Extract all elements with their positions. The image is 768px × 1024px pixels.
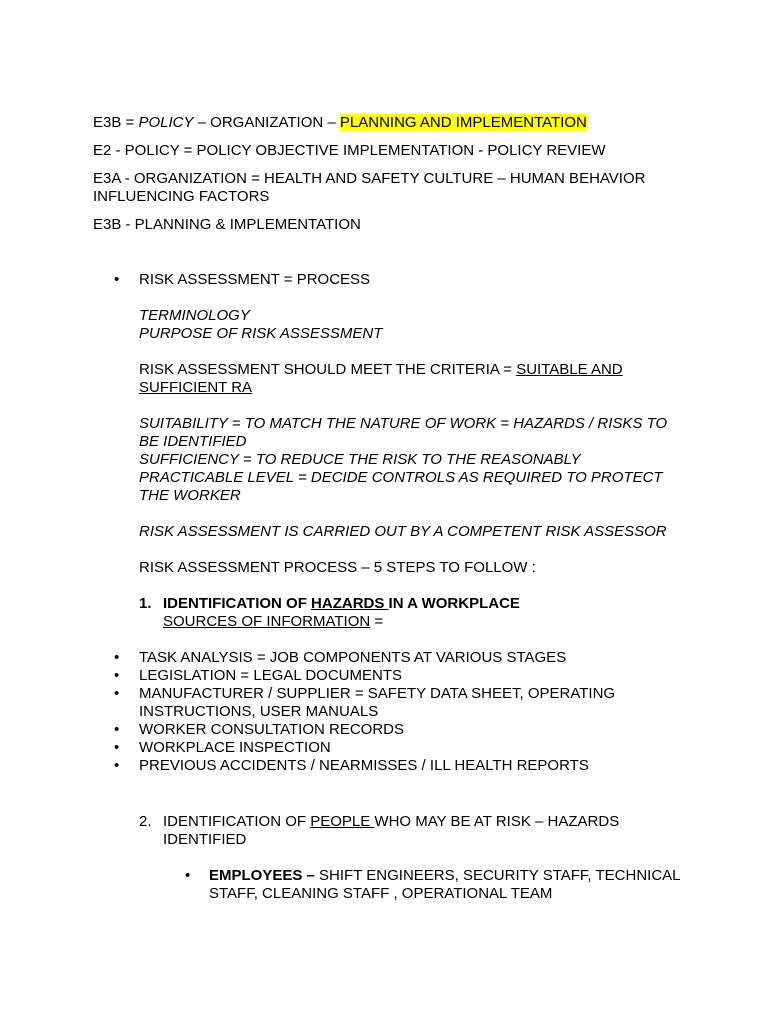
step-1-title: [163, 595, 683, 613]
source-item-text: LEGISLATION = LEGAL DOCUMENTS: [139, 667, 402, 684]
source-item: [93, 721, 683, 739]
process-steps-heading: RISK ASSESSMENT PROCESS – 5 STEPS TO FOLLOW :: [139, 559, 536, 576]
step-2: [93, 813, 683, 849]
header-line-1-prefix: E3B =: [93, 114, 139, 131]
competent-assessor-text: RISK ASSESSMENT IS CARRIED OUT BY A COMPETENT RISK ASSESSOR: [139, 523, 667, 540]
purpose-text: PURPOSE OF RISK ASSESSMENT: [139, 325, 383, 342]
step-1-title-a: IDENTIFICATION OF: [163, 595, 312, 612]
sources-underlined: SOURCES OF INFORMATION: [163, 613, 371, 630]
bullet-glyph: •: [114, 649, 120, 666]
source-item-text: TASK ANALYSIS = JOB COMPONENTS AT VARIOUS STAGES: [139, 649, 567, 666]
bullet-glyph: •: [185, 867, 191, 884]
source-item: [93, 757, 683, 775]
step-1-number: 1.: [139, 595, 152, 612]
bullet-glyph: •: [114, 685, 120, 702]
criteria-text: [139, 361, 683, 397]
employees-label: EMPLOYEES –: [209, 867, 320, 884]
step-1-title-hazards: HAZARDS: [311, 595, 389, 612]
bullet-glyph: •: [114, 739, 120, 756]
source-item: [93, 685, 683, 721]
step-2-title: [163, 813, 683, 849]
source-item-text: WORKER CONSULTATION RECORDS: [139, 721, 405, 738]
bullet-glyph: •: [114, 721, 120, 738]
step-1-sources-heading: [163, 613, 683, 631]
step-1: [93, 595, 683, 631]
source-item-text: MANUFACTURER / SUPPLIER = SAFETY DATA SHEET, OPERATING INSTRUCTIONS, USER MANUALS: [139, 685, 616, 720]
sources-tail: =: [370, 613, 384, 630]
criteria-lead: RISK ASSESSMENT SHOULD MEET THE CRITERIA =: [139, 361, 517, 378]
step-2-title-c: WHO MAY BE AT RISK – HAZARDS IDENTIFIED: [163, 813, 620, 848]
source-item-text: PREVIOUS ACCIDENTS / NEARMISSES / ILL HEALTH REPORTS: [139, 757, 589, 774]
suitability-text: SUITABILITY = TO MATCH THE NATURE OF WORK = HAZARDS / RISKS TO BE IDENTIFIED: [139, 415, 668, 450]
bullet-glyph: •: [114, 271, 120, 288]
employees-list: SHIFT ENGINEERS, SECURITY STAFF, TECHNICAL STAFF, CLEANING STAFF , OPERATIONAL TEAM: [209, 867, 680, 902]
header-line-3: E3A - ORGANIZATION = HEALTH AND SAFETY CULTURE – HUMAN BEHAVIOR INFLUENCING FACTORS: [93, 170, 646, 205]
header-line-1-highlight: PLANNING AND IMPLEMENTATION: [339, 114, 587, 131]
step-2-number: 2.: [139, 813, 152, 830]
criteria-underlined: SUITABLE AND SUFFICIENT RA: [139, 361, 623, 396]
employees-text: [209, 867, 683, 903]
document-page: [93, 114, 683, 903]
source-item: [93, 739, 683, 757]
main-bullet-text: RISK ASSESSMENT = PROCESS: [139, 271, 371, 288]
step-2-title-a: IDENTIFICATION OF: [163, 813, 311, 830]
source-item-text: WORKPLACE INSPECTION: [139, 739, 331, 756]
main-bullet-item: [93, 271, 683, 289]
step-2-title-people: PEOPLE: [310, 813, 375, 830]
bullet-glyph: •: [114, 757, 120, 774]
source-item: [93, 649, 683, 667]
step-1-title-c: IN A WORKPLACE: [388, 595, 520, 612]
header-line-1-organization: – ORGANIZATION –: [193, 114, 340, 131]
header-line-2: E2 - POLICY = POLICY OBJECTIVE IMPLEMENTATION - POLICY REVIEW: [93, 142, 606, 159]
bullet-glyph: •: [114, 667, 120, 684]
header-line-4: E3B - PLANNING & IMPLEMENTATION: [93, 216, 361, 233]
terminology-text: TERMINOLOGY: [139, 307, 250, 324]
employees-item: [93, 867, 683, 903]
sufficiency-text: SUFFICIENCY = TO REDUCE THE RISK TO THE REASONABLY PRACTICABLE LEVEL = DECIDE CONTROLS AS REQUIRED TO PROTECT THE WORKER: [139, 451, 663, 504]
header-line-1: [93, 114, 683, 132]
header-line-1-policy: POLICY: [138, 114, 194, 131]
source-item: [93, 667, 683, 685]
